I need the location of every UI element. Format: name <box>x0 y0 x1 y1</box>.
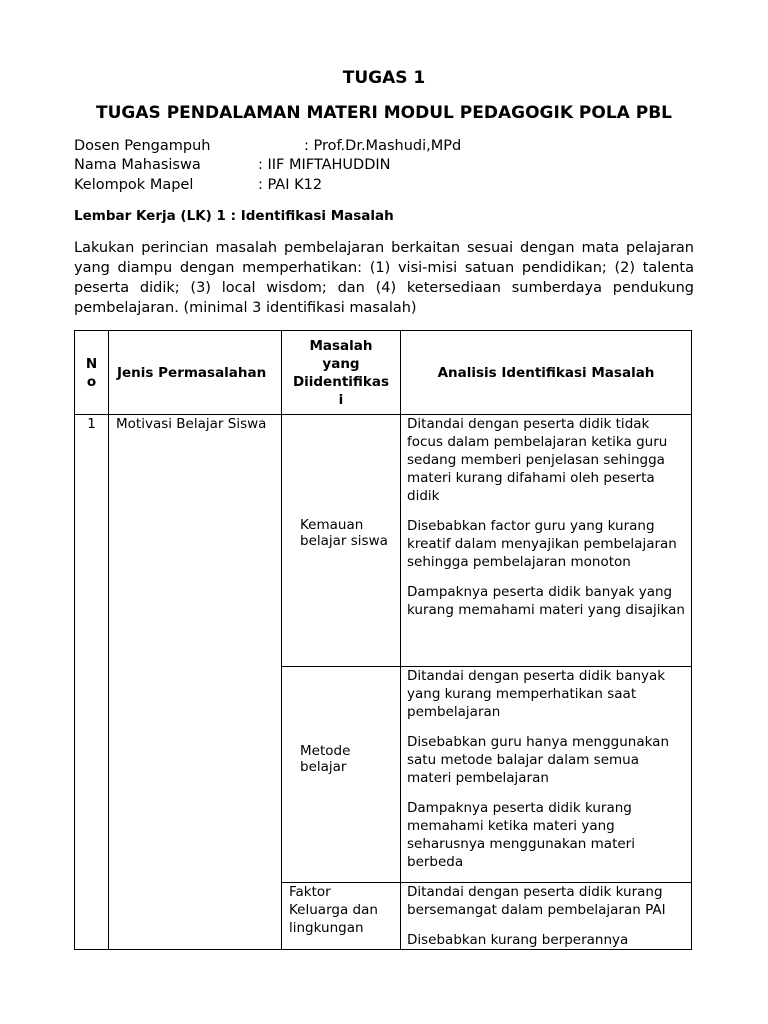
info-value: : PAI K12 <box>258 177 323 193</box>
analisis-ditandai: Ditandai dengan peserta didik tidak focus dalam pembelajaran ketika guru sedang memberi penjelasan sehingga materi kurang difahami oleh peserta didik <box>407 416 668 504</box>
info-value: : Prof.Dr.Mashudi,MPd <box>304 138 462 154</box>
row-number: 1 <box>75 415 109 950</box>
analisis-cell <box>401 415 692 667</box>
masalah-cell <box>282 883 401 950</box>
masalah-cell <box>282 415 401 667</box>
analisis-disebabkan: Disebabkan factor guru yang kurang kreatif dalam menyajikan pembelajaran sehingga pembelajaran monoton <box>407 518 677 570</box>
analisis-dampak: Dampaknya peserta didik banyak yang kurang memahami materi yang disajikan <box>407 584 685 618</box>
masalah-label: Kemauan belajar siswa <box>300 517 388 549</box>
masalah-cell <box>282 667 401 883</box>
row-jenis: Motivasi Belajar Siswa <box>109 415 282 950</box>
analisis-ditandai: Ditandai dengan peserta didik banyak yang kurang memperhatikan saat pembelajaran <box>407 668 666 720</box>
instruction-paragraph: Lakukan perincian masalah pembelajaran berkaitan sesuai dengan mata pelajaran yang diampu dengan memperhatikan: (1) visi-misi satuan pendidikan; (2) talenta peserta didik; (3) local wisdom; dan (4) ketersediaan sumberdaya pendukung pembelajaran. (minimal 3 identifikasi masalah) <box>74 240 694 316</box>
header-analisis: Analisis Identifikasi Masalah <box>401 331 692 415</box>
analisis-ditandai: Ditandai dengan peserta didik kurang bersemangat dalam pembelajaran PAI <box>407 884 666 918</box>
analisis-cell <box>401 883 692 950</box>
table-header-row <box>75 331 692 415</box>
header-masalah: Masalah yang Diidentifikas i <box>282 331 401 415</box>
document-subtitle: TUGAS PENDALAMAN MATERI MODUL PEDAGOGIK POLA PBL <box>96 103 672 123</box>
analisis-disebabkan: Disebabkan guru hanya menggunakan satu metode balajar dalam semua materi pembelajaran <box>407 734 670 786</box>
info-label: Dosen Pengampuh <box>74 138 211 154</box>
info-label: Nama Mahasiswa <box>74 157 201 173</box>
document-title: TUGAS 1 <box>342 68 426 88</box>
header-jenis: Jenis Permasalahan <box>109 331 282 415</box>
table-row <box>75 415 692 667</box>
masalah-label: Metode belajar <box>300 743 351 775</box>
info-value: : IIF MIFTAHUDDIN <box>258 157 391 173</box>
masalah-label: Faktor Keluarga dan lingkungan <box>289 884 378 936</box>
analisis-cell <box>401 667 692 883</box>
problem-identification-table <box>74 330 692 950</box>
header-no: N o <box>75 331 109 415</box>
analisis-dampak: Dampaknya peserta didik kurang memahami ketika materi yang seharusnya menggunakan materi berbeda <box>407 800 635 870</box>
analisis-disebabkan: Disebabkan kurang berperannya <box>407 932 629 948</box>
worksheet-heading: Lembar Kerja (LK) 1 : Identifikasi Masalah <box>74 208 394 224</box>
info-label: Kelompok Mapel <box>74 177 194 193</box>
